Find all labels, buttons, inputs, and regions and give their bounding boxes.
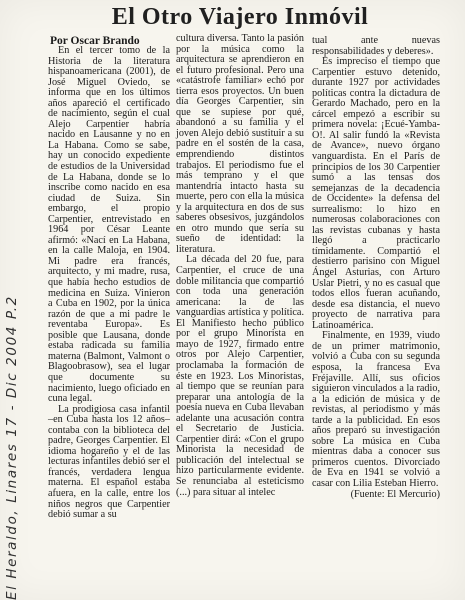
column-2 xyxy=(176,34,304,498)
column-1 xyxy=(48,46,170,521)
column-3 xyxy=(312,36,440,500)
handwritten-annotation: El Heraldo, Linares 17 - Dic 2004 P.2 xyxy=(4,295,20,600)
paragraph: Finalmente, en 1939, viudo de un primer matrimonio, volvió a Cuba con su segunda esposa, la francesa Eva Fréjaville. Allí, sus oficios siguieron vinculados a la radio, a la edición de música y de revistas, al periodismo y más tarde a la publicidad. En esos años preparó su investigación sobre La música en Cuba mientras daba a conocer sus primeros cuentos. Divorciado de Eva en 1941 se volvió a casar con Lilia Esteban Hierro. xyxy=(312,330,440,489)
paragraph: Es impreciso el tiempo que Carpentier estuvo detenido, durante 1927 por actividades políticas contra la dictadura de Gerardo Machado, pero en la cárcel empezó a escribir su primera novela: ¡Ecué-Yamba-O!. Al salir fundó la «Revista de Avance», nuevo órgano vanguardista. En el París de principios de los 30 Carpentier sumó a las tensas dos semejanzas de la decadencia de Occidente» la defensa del surrealismo: lo hizo en numerosas colaboraciones con las revistas cubanas y hasta llegó a practicarlo tímidamente. Compartió el destierro parisino con Miguel Ángel Asturias, con Arturo Uslar Pietri, y no es casual que todos ellos fueran acuñando, desde esa distancia, el nuevo proyecto de narrativa para Latinoamérica. xyxy=(312,56,440,331)
paragraph: La prodigiosa casa infantil –en Cuba hasta los 12 años– contaba con la biblioteca del padre, Georges Carpentier. El idioma hogareño y el de las lecturas infantiles debió ser el francés, verdadera lengua materna. El español estaba afuera, en la calle, entre los niños negros que Carpentier debió sumar a su xyxy=(48,403,170,521)
article-title: El Otro Viajero Inmóvil xyxy=(111,4,369,30)
paragraph: En el tercer tomo de la Historia de la literatura hispanoamericana (2001), de José Miguel Oviedo, se informa que en los últimos años apareció el certificado de nacimiento, según el cual Alejo Carpentier habría nacido en Lausanne y no en La Habana. Como se sabe, hay un conocido expediente de estudios de la Universidad de La Habana, donde se lo inscribe como nacido en esa ciudad de Suiza. Sin embargo, el propio Carpentier, entrevistado en 1964 por César Leante afirmó: «Nací en La Habana, en la calle Maloja, en 1904. Mi padre era francés, arquitecto, y mi madre, rusa, que había hecho estudios de medicina en Suiza. Vinieron a Cuba en 1902, por la única razón de que a mi padre le reventaba Europa». Es posible que Lausana, donde estaba radicada su familia materna (Balmont, Valmont o Blagoobrasow), sea el lugar que documente su nacimiento, luego oficiado en cuna legal. xyxy=(48,45,170,405)
source-credit: (Fuente: El Mercurio) xyxy=(350,488,440,500)
paragraph: cultura diversa. Tanto la pasión por la música como la arquitectura se aprendieron en el futuro profesional. Pero una «catástrofe familiar» echó por tierra esos proyectos. Un buen día Georges Carpentier, sin que se supiese por qué, abandonó a su familia y el joven Alejo debió sustituir a su padre en el sostén de la casa, emprendiendo distintos trabajos. El periodismo fue el más temprano y el que mantendría intacto hasta su muerte, pero con ella la música y la arquitectura en dos de sus saberes obsesivos, juzgándolos en otro mundo que sería su sueño de identidad: la literatura. xyxy=(176,33,304,255)
paragraph: La década del 20 fue, para Carpentier, el cruce de una doble militancia que compartió con toda una generación americana: la de las vanguardias artística y política. El Manifiesto hecho público por el grupo Minorista en mayo de 1927, firmado entre otros por Alejo Carpentier, proclamaba la formación de éste en 1923. Los Minoristas, al tiempo que se reunían para preparar una antología de la poesía nueva en Cuba llevaban adelante una acusación contra el Secretario de Justicia. Carpentier dirá: «Con el grupo Minorista la necesidad de publicación del intelectual se hizo particularmente evidente. Se renunciaba al esteticismo (...) para situar al intelec xyxy=(176,254,304,498)
byline: Por Oscar Brando xyxy=(50,35,140,47)
paragraph: tual ante nuevas responsabilidades y deberes». xyxy=(312,35,440,57)
